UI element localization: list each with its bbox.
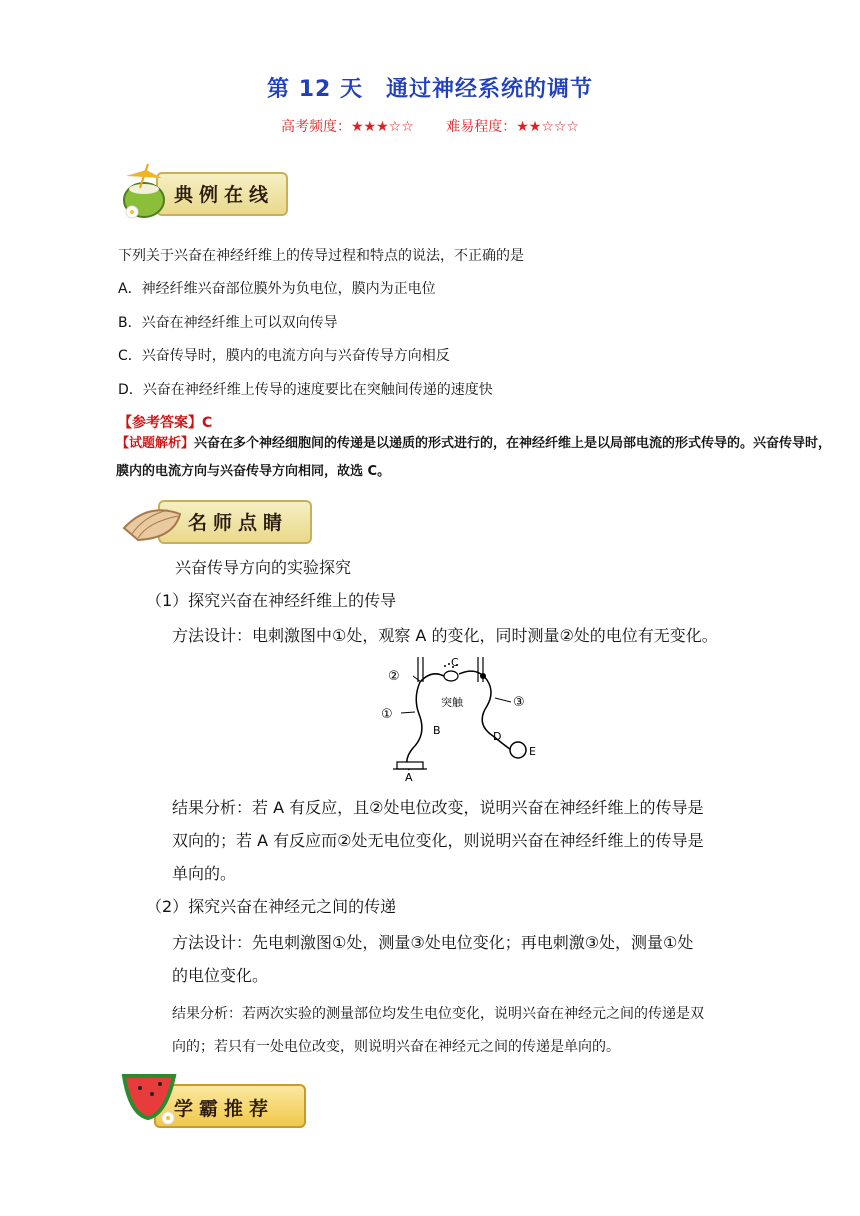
difficulty-line (0, 116, 860, 136)
part1-result-line1: 结果分析：若 A 有反应，且②处电位改变，说明兴奋在神经纤维上的传导是 (172, 798, 704, 817)
banner-label: 学霸推荐 (174, 1098, 275, 1120)
answer-line (118, 412, 212, 432)
part2-title: （2）探究兴奋在神经元之间的传递 (146, 897, 397, 916)
coconut-icon (118, 160, 178, 222)
seashell-icon (118, 498, 190, 544)
part1-title: （1）探究兴奋在神经纤维上的传导 (146, 591, 397, 610)
banner-label: 名师点睛 (188, 512, 289, 534)
label-synapse: 突触 (441, 696, 463, 709)
part2-result-line2: 向的；若只有一处电位改变，则说明兴奋在神经元之间的传递是单向的。 (172, 1039, 620, 1055)
label-a: A (405, 771, 413, 782)
answer-label: 【参考答案】 (118, 415, 202, 431)
part2-result-line1: 结果分析：若两次实验的测量部位均发生电位变化，说明兴奋在神经元之间的传递是双 (172, 1006, 704, 1022)
tips-heading: 兴奋传导方向的实验探究 (175, 558, 352, 577)
analysis-text: 兴奋在多个神经细胞间的传递是以递质的形式进行的，在神经纤维上是以局部电流的形式传导的。兴奋传导时，膜内的电流方向与兴奋传导方向相同，故选 C。 (116, 436, 832, 479)
section-banner-typical-example (118, 160, 288, 220)
difficulty-rating: 难易程度：★★☆☆☆ (446, 119, 579, 135)
section-banner-teacher-tips (118, 496, 318, 546)
part2-method-line2: 的电位变化。 (172, 966, 269, 985)
label-point-3: ③ (513, 695, 525, 710)
label-point-2: ② (388, 669, 400, 684)
label-b: B (433, 724, 441, 737)
analysis-label: 【试题解析】 (116, 436, 195, 451)
label-c: C (451, 656, 459, 669)
banner-label: 典例在线 (174, 184, 275, 206)
exam-frequency: 高考频度：★★★☆☆ (281, 119, 414, 135)
watermelon-icon (118, 1068, 182, 1130)
answer-value: C (202, 415, 213, 431)
part1-result-line3: 单向的。 (172, 864, 237, 883)
analysis (116, 430, 836, 486)
option-d: D．兴奋在神经纤维上传导的速度要比在突触间传递的速度快 (118, 382, 493, 398)
neuron-diagram (375, 652, 545, 782)
label-d: D (493, 730, 502, 743)
label-e: E (529, 745, 536, 758)
label-point-1: ① (381, 707, 393, 722)
option-b: B．兴奋在神经纤维上可以双向传导 (118, 315, 338, 331)
page-title: 第 12 天 通过神经系统的调节 (267, 77, 593, 102)
option-c: C．兴奋传导时，膜内的电流方向与兴奋传导方向相反 (118, 348, 450, 364)
option-a: A．神经纤维兴奋部位膜外为负电位，膜内为正电位 (118, 281, 436, 297)
question-stem: 下列关于兴奋在神经纤维上的传导过程和特点的说法，不正确的是 (118, 248, 524, 264)
part1-method: 方法设计：电刺激图中①处，观察 A 的变化，同时测量②处的电位有无变化。 (172, 626, 718, 645)
section-banner-recommended (118, 1068, 308, 1128)
part2-method-line1: 方法设计：先电刺激图①处，测量③处电位变化；再电刺激③处，测量①处 (172, 933, 694, 952)
part1-result-line2: 双向的；若 A 有反应而②处无电位变化，则说明兴奋在神经纤维上的传导是 (172, 831, 704, 850)
